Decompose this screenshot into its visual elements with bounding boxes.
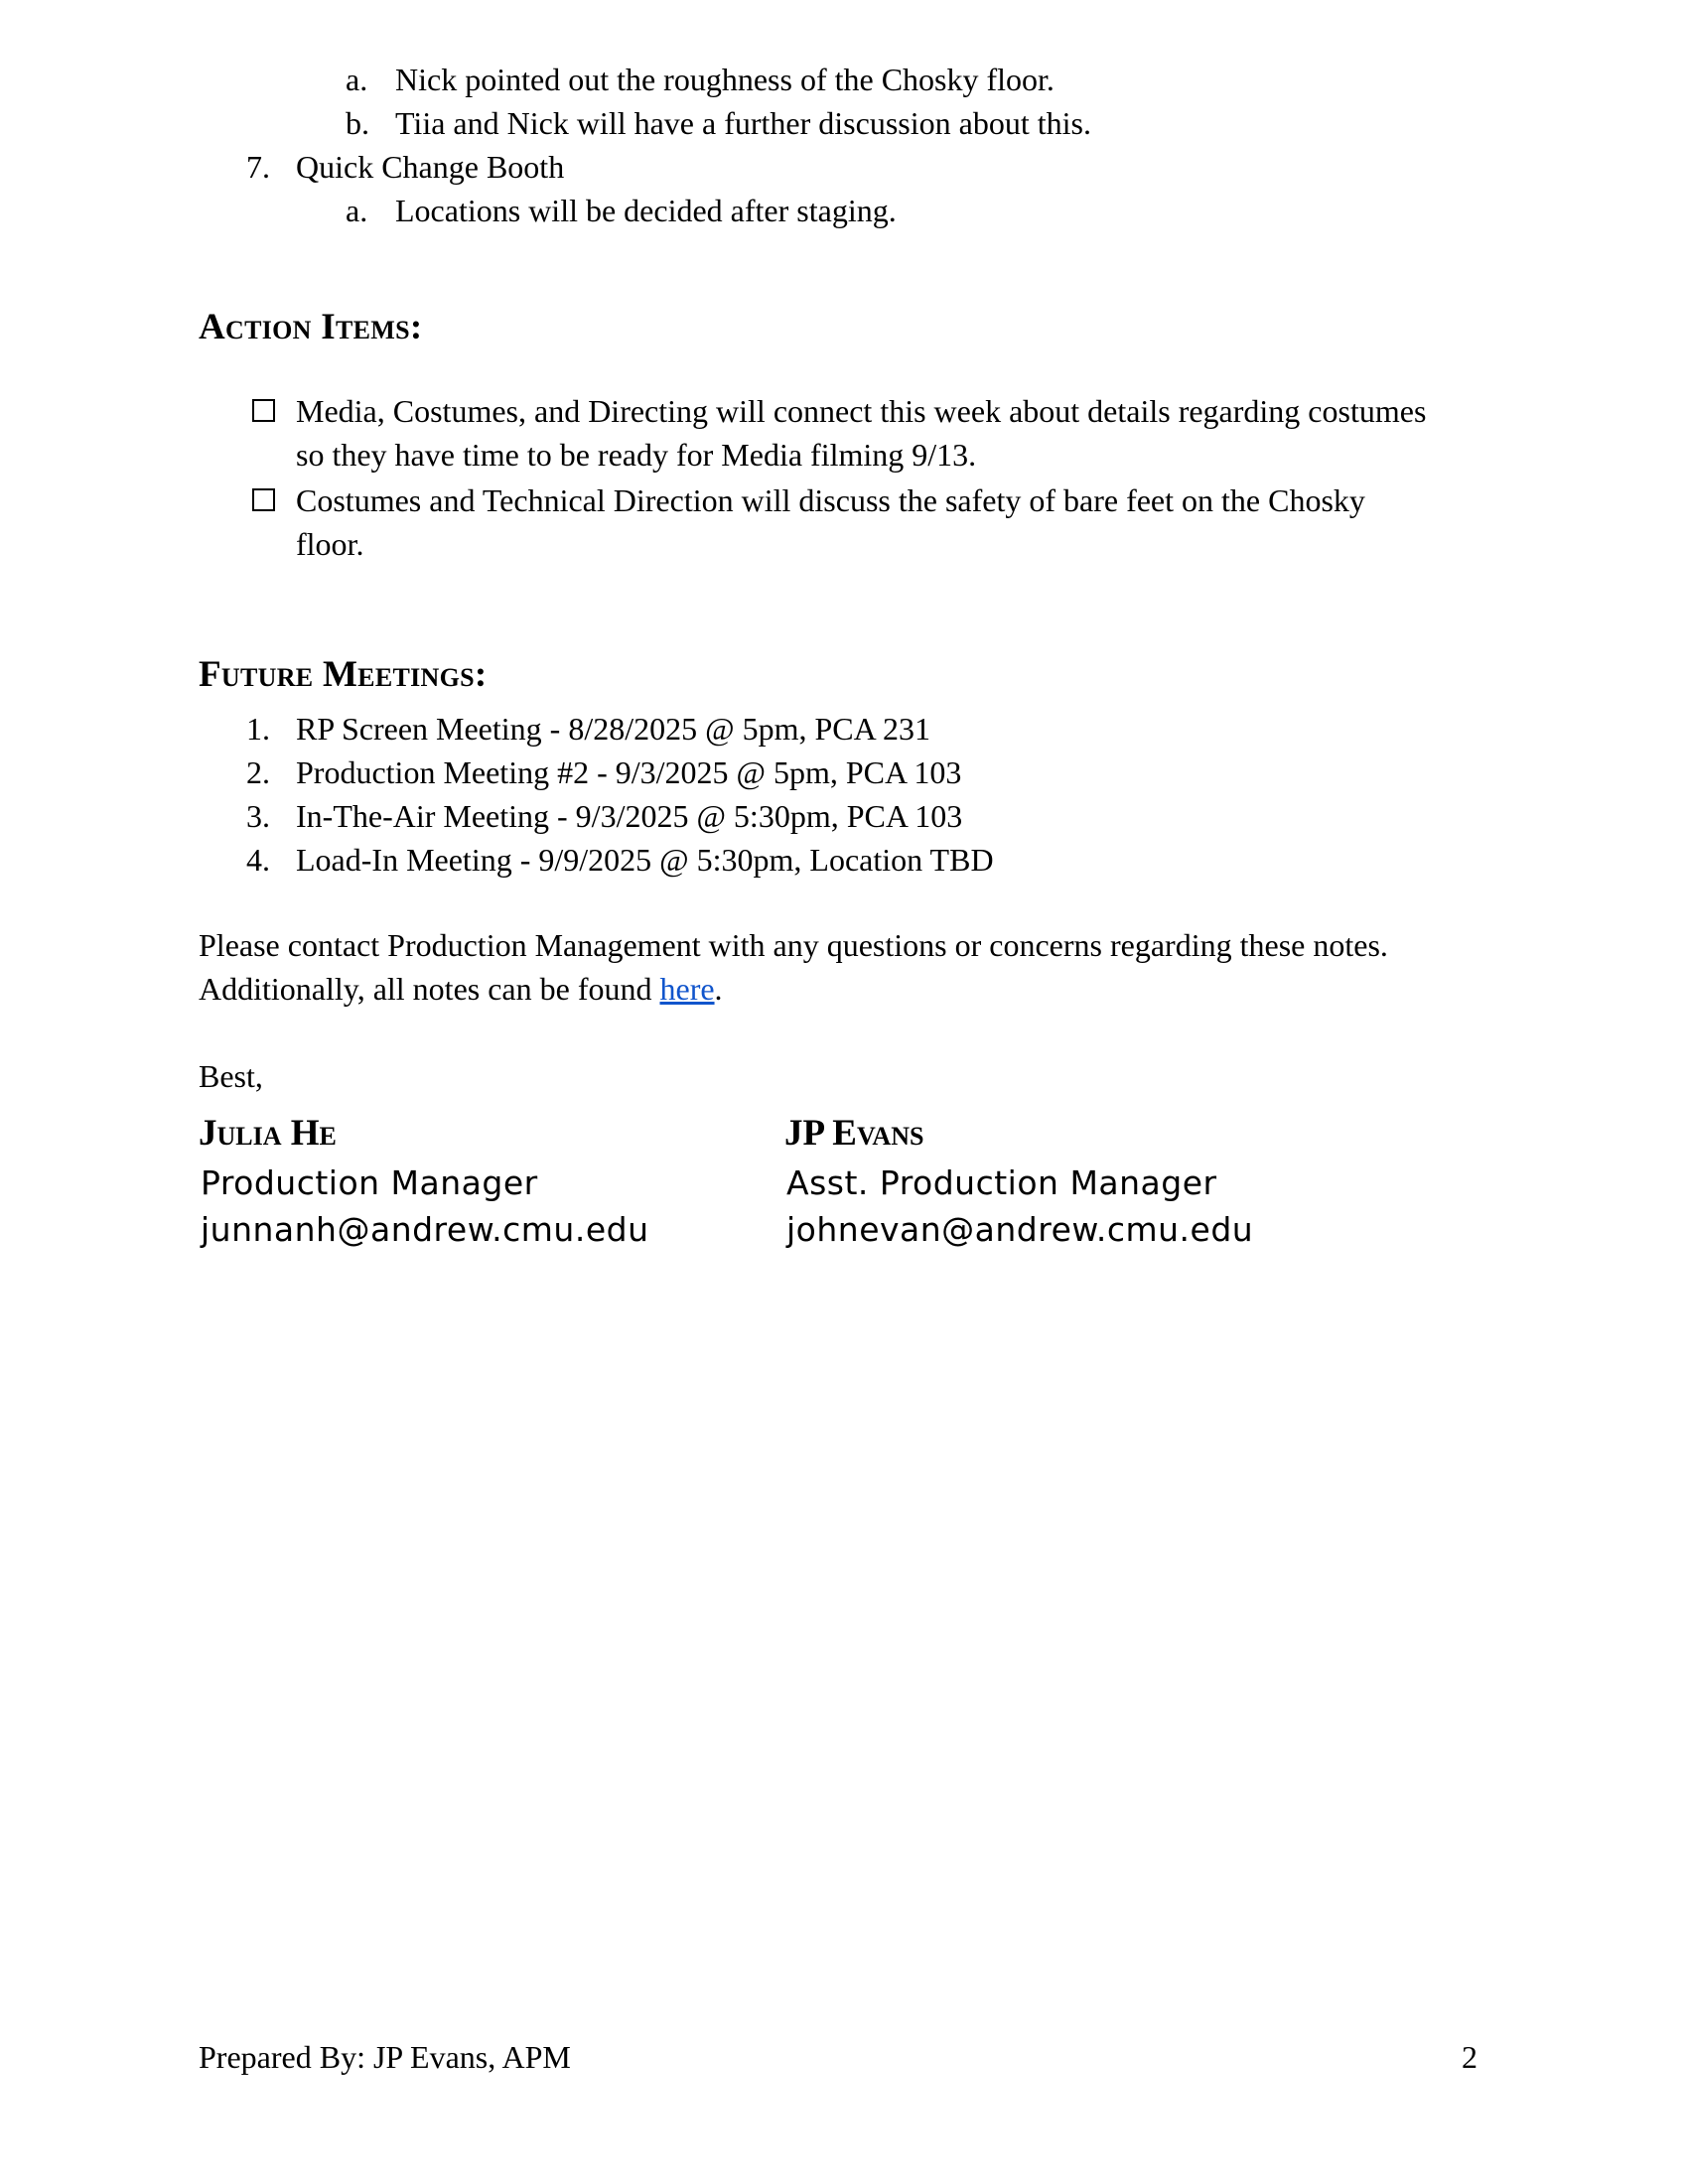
list-marker: 1. xyxy=(246,711,270,747)
footer-page-number: 2 xyxy=(1462,2039,1477,2075)
action-item-text: Costumes and Technical Direction will discuss the safety of bare feet on the Chosky xyxy=(296,482,1365,518)
list-subitem-text: Locations will be decided after staging. xyxy=(395,193,897,228)
closing-paragraph-line xyxy=(199,969,723,1009)
signature-name: Julia He xyxy=(199,1113,337,1154)
list-marker: a. xyxy=(346,62,368,97)
list-marker: 3. xyxy=(246,798,270,834)
meeting-item-text: Load-In Meeting - 9/9/2025 @ 5:30pm, Location TBD xyxy=(296,842,994,878)
closing-suffix: . xyxy=(714,971,723,1007)
list-marker: 4. xyxy=(246,842,270,878)
notes-link[interactable]: here xyxy=(659,971,715,1007)
sign-off: Best, xyxy=(199,1058,263,1094)
list-item-text: Quick Change Booth xyxy=(296,149,565,185)
action-item-text: so they have time to be ready for Media filming 9/13. xyxy=(296,437,977,473)
list-marker: b. xyxy=(346,105,369,141)
list-marker: 7. xyxy=(246,149,270,185)
action-item-text: floor. xyxy=(296,526,364,562)
action-item-text: Media, Costumes, and Directing will connect this week about details regarding costumes xyxy=(296,393,1427,429)
signature-title: Production Manager xyxy=(201,1163,538,1202)
signature-name: JP Evans xyxy=(784,1113,924,1154)
signature-email: johnevan@andrew.cmu.edu xyxy=(786,1210,1254,1249)
list-marker: 2. xyxy=(246,754,270,790)
meeting-item-text: Production Meeting #2 - 9/3/2025 @ 5pm, PCA 103 xyxy=(296,754,962,790)
signature-title: Asst. Production Manager xyxy=(786,1163,1217,1202)
future-meetings-heading: Future Meetings: xyxy=(199,654,488,695)
meeting-item-text: In-The-Air Meeting - 9/3/2025 @ 5:30pm, PCA 103 xyxy=(296,798,963,834)
action-items-heading: Action Items: xyxy=(199,307,423,347)
list-subitem-text: Nick pointed out the roughness of the Chosky floor. xyxy=(395,62,1055,97)
footer-prepared-by: Prepared By: JP Evans, APM xyxy=(199,2039,571,2075)
closing-prefix: Additionally, all notes can be found xyxy=(199,971,660,1007)
signature-email: junnanh@andrew.cmu.edu xyxy=(201,1210,649,1249)
list-subitem-text: Tiia and Nick will have a further discussion about this. xyxy=(395,105,1091,141)
list-marker: a. xyxy=(346,193,368,228)
checkbox-icon[interactable] xyxy=(252,399,275,422)
closing-paragraph-line: Please contact Production Management with any questions or concerns regarding these notes. xyxy=(199,927,1388,963)
meeting-item-text: RP Screen Meeting - 8/28/2025 @ 5pm, PCA 231 xyxy=(296,711,930,747)
checkbox-icon[interactable] xyxy=(252,488,275,511)
